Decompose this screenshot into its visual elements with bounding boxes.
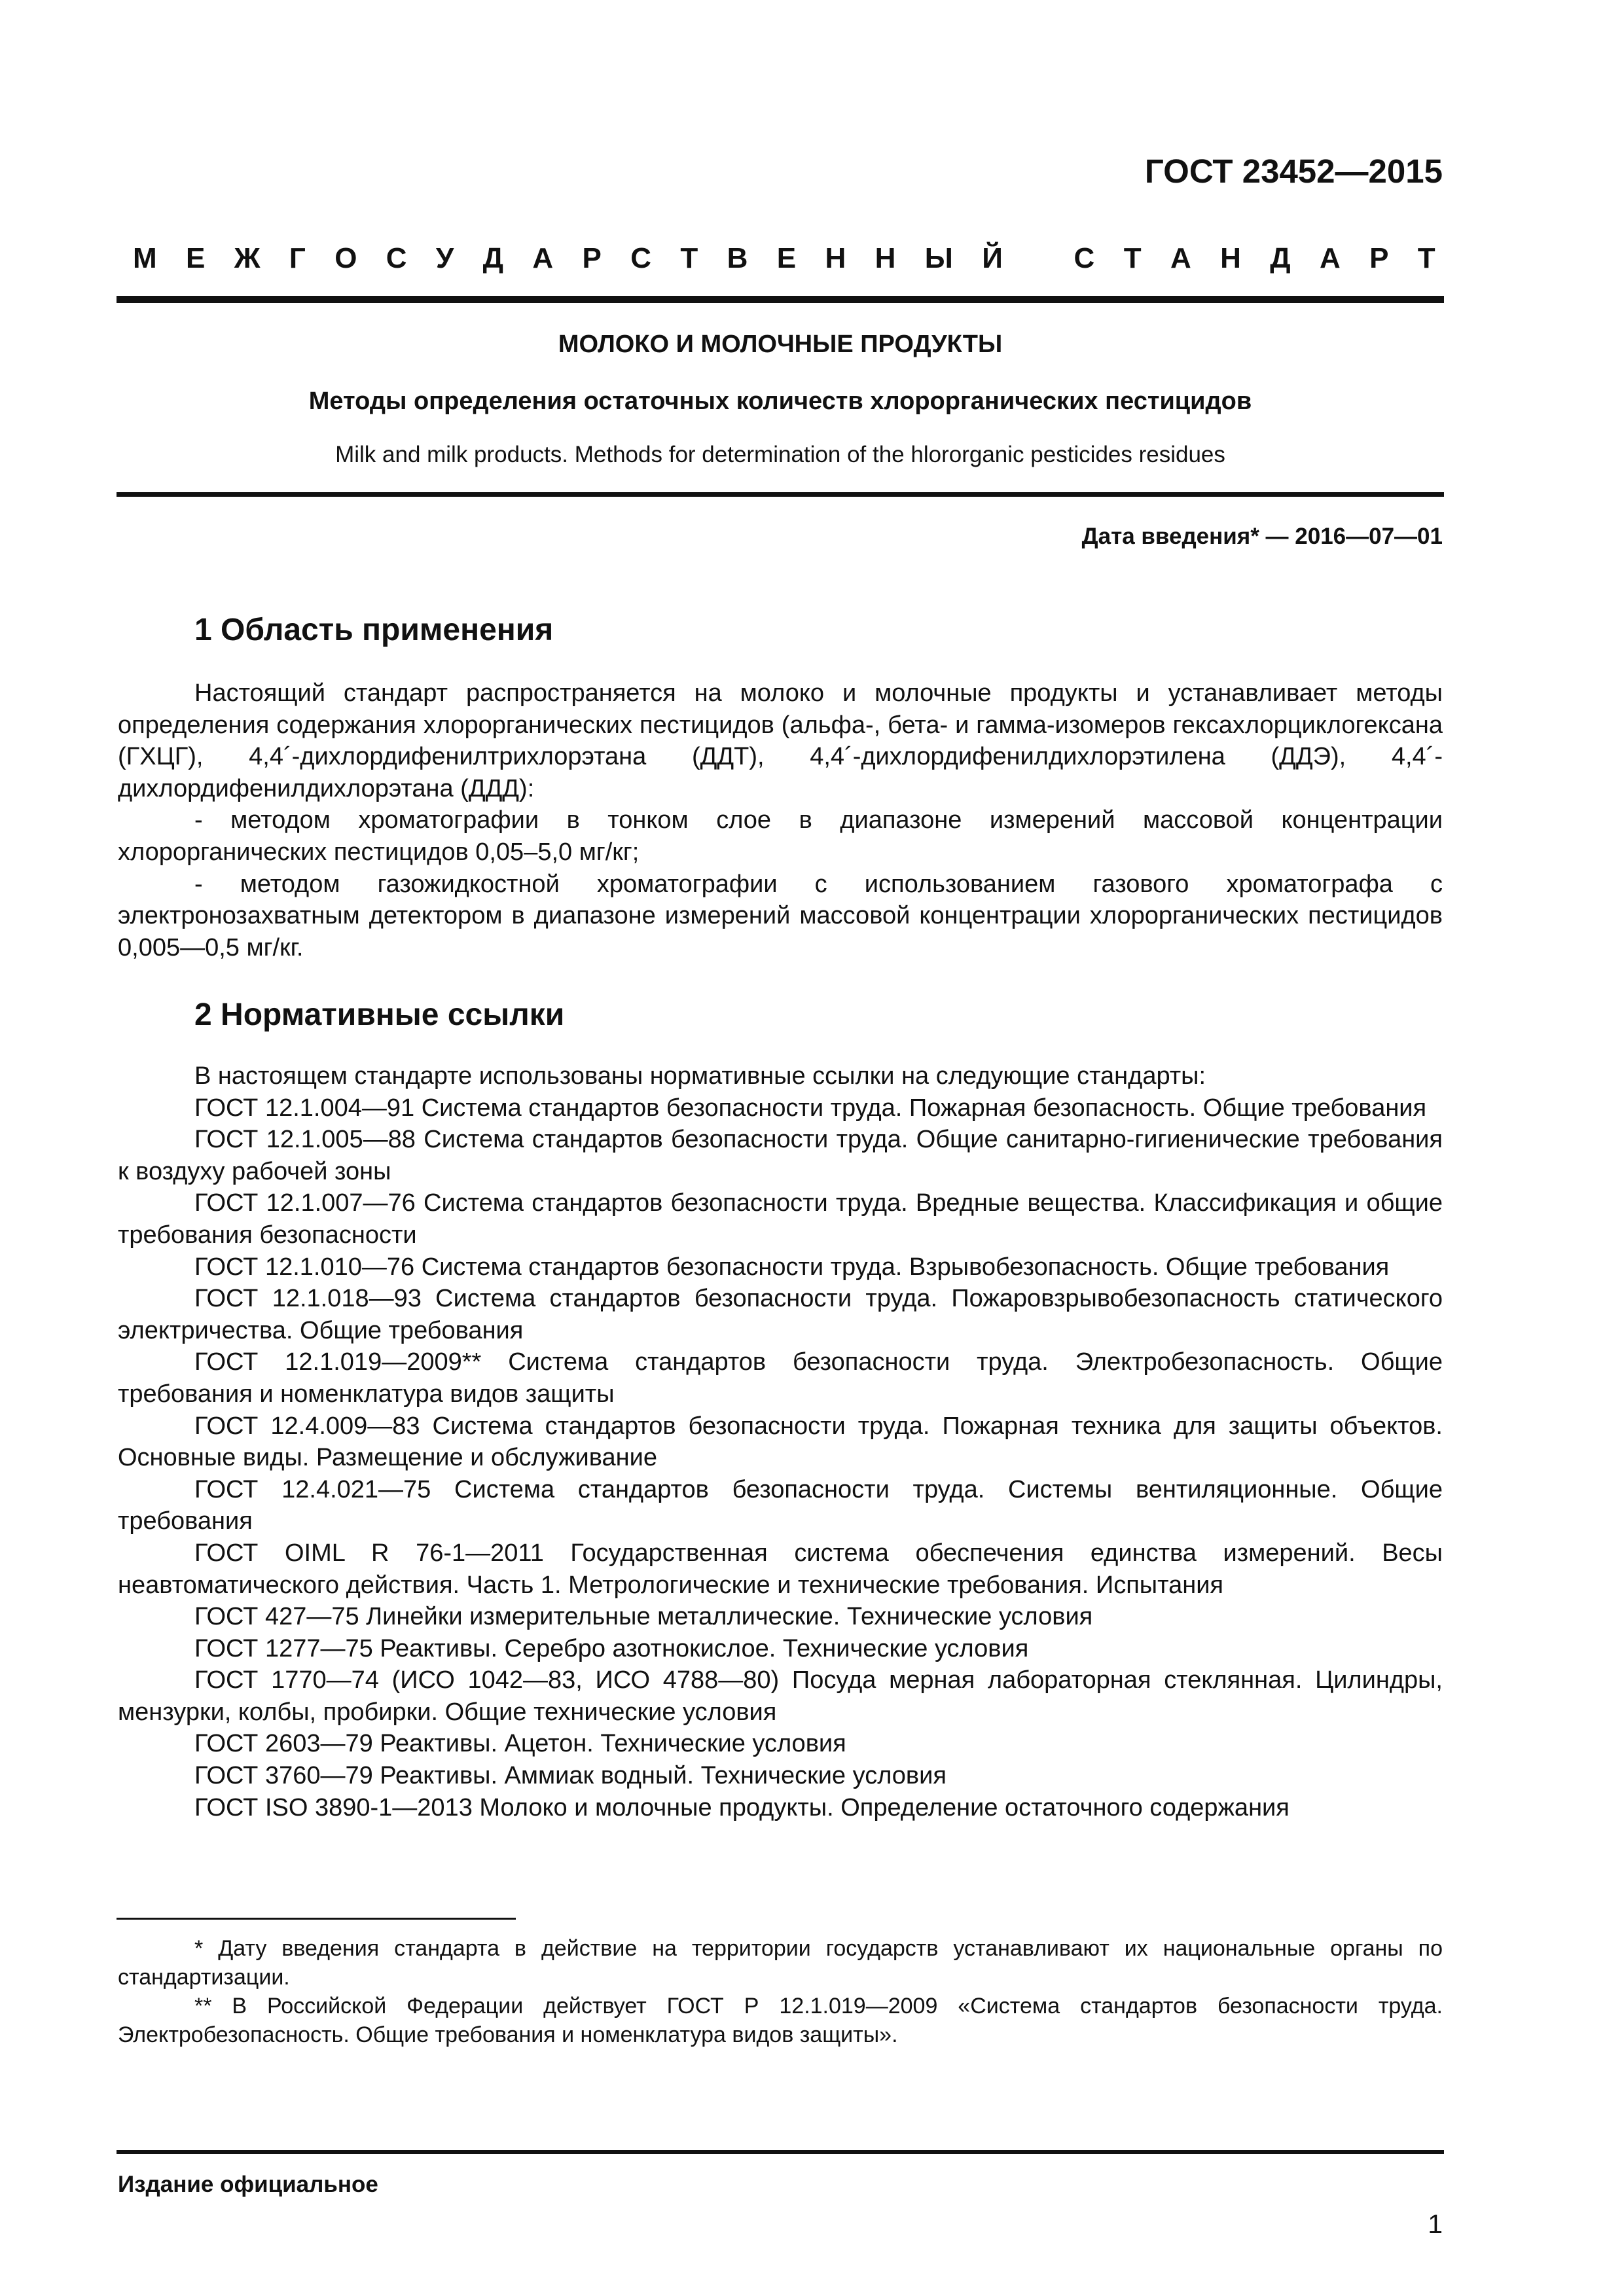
reference-item: ГОСТ 2603—79 Реактивы. Ацетон. Технические условия (194, 1730, 846, 1758)
banner-letter: Н (825, 242, 846, 274)
footer-rule (117, 2150, 1444, 2154)
banner-letter: Д (1270, 242, 1291, 274)
banner-letter: Ы (924, 242, 953, 274)
banner-letter: Р (582, 242, 602, 274)
reference-item: ГОСТ OIML R 76-1—2011 Государственная система обеспечения единства измерений. Весы неавтоматического действия. Часть 1. Метрологические и технические требования. Испытания (118, 1539, 1443, 1599)
reference-item: ГОСТ 12.1.010—76 Система стандартов безопасности труда. Взрывобезопасность. Общие требования (194, 1253, 1390, 1281)
reference-item: ГОСТ 12.1.007—76 Система стандартов безопасности труда. Вредные вещества. Классификация и общие требования безопасности (118, 1189, 1443, 1249)
banner-letter: Н (1220, 242, 1241, 274)
document-id: ГОСТ 23452—2015 (1144, 152, 1443, 190)
reference-item: ГОСТ 12.4.009—83 Система стандартов безопасности труда. Пожарная техника для защиты объектов. Основные виды. Размещение и обслуживание (118, 1412, 1443, 1472)
banner-letter: В (727, 242, 748, 274)
banner-letter: С (386, 242, 407, 274)
banner-letter: А (1170, 242, 1191, 274)
banner-letter: Т (680, 242, 698, 274)
reference-item: ГОСТ 12.1.004—91 Система стандартов безопасности труда. Пожарная безопасность. Общие требования (194, 1094, 1427, 1122)
reference-item: ГОСТ ISO 3890-1—2013 Молоко и молочные продукты. Определение остаточного содержания (194, 1793, 1290, 1821)
banner-letter: У (435, 242, 454, 274)
banner-letter: А (1319, 242, 1341, 274)
section-heading-scope: 1 Область применения (194, 613, 554, 647)
reference-item: ГОСТ 12.1.019—2009** Система стандартов безопасности труда. Электробезопасность. Общие требования и номенклатура видов защиты (118, 1348, 1443, 1408)
title-rule (117, 492, 1444, 497)
section-scope-body (118, 677, 1443, 963)
paragraph: Настоящий стандарт распространяется на молоко и молочные продукты и устанавливает методы определения содержания хлорорганических пестицидов (альфа-, бета- и гамма-изомеров гексахлорциклогексана (ГХЦГ), 4,4´-дихлордифенилтрихлорэтана (ДДТ), 4,4´-дихлордифенилдихлорэтилена (ДДЭ), 4,4´-дихлордифенилдихлорэтана (ДДД): (118, 679, 1443, 802)
banner-letter: Е (186, 242, 206, 274)
banner-letter: Р (1369, 242, 1389, 274)
edition-label: Издание официальное (118, 2172, 378, 2197)
reference-item: ГОСТ 1770—74 (ИСО 1042—83, ИСО 4788—80) Посуда мерная лабораторная стеклянная. Цилиндры, мензурки, колбы, пробирки. Общие технические условия (118, 1666, 1443, 1726)
banner-letter (1032, 242, 1045, 275)
reference-item: ГОСТ 12.1.005—88 Система стандартов безопасности труда. Общие санитарно-гигиенические требования к воздуху рабочей зоны (118, 1126, 1443, 1185)
paragraph: В настоящем стандарте использованы нормативные ссылки на следующие стандарты: (194, 1062, 1206, 1090)
page-number: 1 (1428, 2209, 1443, 2239)
document-title-english: Milk and milk products. Methods for determination of the hlororganic pesticides residues (335, 442, 1225, 467)
banner-letter: О (334, 242, 357, 274)
paragraph: - методом газожидкостной хроматографии с использованием газового хроматографа с электронозахватным детектором в диапазоне измерений массовой концентрации хлорорганических пестицидов 0,005—0,5 мг/кг. (118, 870, 1443, 961)
banner-letter: Ж (234, 242, 261, 274)
banner-letter: Е (776, 242, 797, 274)
banner-letter: А (532, 242, 554, 274)
banner-letter: С (630, 242, 652, 274)
document-subtitle: Методы определения остаточных количеств хлорорганических пестицидов (308, 387, 1252, 415)
banner-letter: Г (289, 242, 306, 274)
interstate-standard-banner (133, 242, 1435, 275)
document-title: МОЛОКО И МОЛОЧНЫЕ ПРОДУКТЫ (558, 331, 1003, 358)
banner-letter: С (1074, 242, 1095, 274)
banner-letter: Т (1417, 242, 1435, 274)
introduction-date: Дата введения* — 2016—07—01 (1081, 524, 1443, 549)
footnote: * Дату введения стандарта в действие на территории государств устанавливают их национальные органы по стандартизации. (118, 1936, 1443, 1990)
reference-item: ГОСТ 12.1.018—93 Система стандартов безопасности труда. Пожаровзрывобезопасность статического электричества. Общие требования (118, 1285, 1443, 1344)
banner-letter: Н (875, 242, 896, 274)
footnotes (118, 1934, 1443, 2049)
reference-item: ГОСТ 1277—75 Реактивы. Серебро азотнокислое. Технические условия (194, 1634, 1029, 1662)
banner-letter: М (133, 242, 157, 274)
section-heading-normative-references: 2 Нормативные ссылки (194, 997, 565, 1032)
reference-item: ГОСТ 12.4.021—75 Система стандартов безопасности труда. Системы вентиляционные. Общие требования (118, 1475, 1443, 1535)
footnote: ** В Российской Федерации действует ГОСТ Р 12.1.019—2009 «Система стандартов безопасности труда. Электробезопасность. Общие требования и номенклатура видов защиты». (118, 1994, 1443, 2047)
reference-item: ГОСТ 3760—79 Реактивы. Аммиак водный. Технические условия (194, 1762, 947, 1790)
paragraph: - методом хроматографии в тонком слое в диапазоне измерений массовой концентрации хлорорганических пестицидов 0,05–5,0 мг/кг; (118, 806, 1443, 866)
banner-letter: Й (982, 242, 1003, 274)
banner-letter: Д (482, 242, 504, 274)
reference-item: ГОСТ 427—75 Линейки измерительные металлические. Технические условия (194, 1603, 1093, 1631)
footnote-separator (117, 1918, 516, 1920)
banner-letter: Т (1123, 242, 1142, 274)
header-rule (117, 296, 1444, 303)
section-references-body (118, 1060, 1443, 1823)
